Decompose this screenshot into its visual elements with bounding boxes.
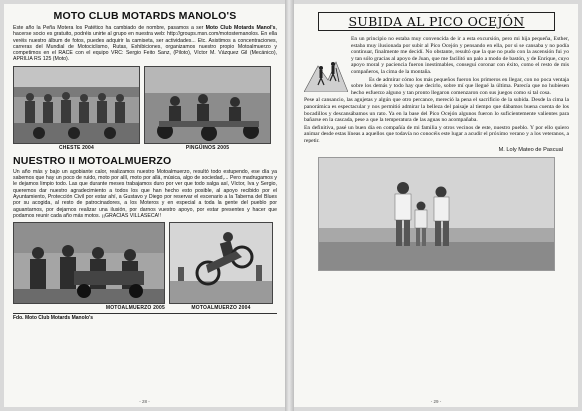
motoalmuerzo-text: Un año más y bajo un agobiante calor, realizamos nuestro Motoalmuerzo, resultó todo estupendo, ese día ya sabemos que hay un poco de ruido, moto por allí, moto por allá, música, algo de sociedad,... Pero madrugamos y le dejamos limpio todo. Las que durante meses trabajamos duro por ver que todo salga así, Víctor, Iva y Sergio, queremos dar nuestro agradecimiento a todos los que han hecho esto posible, al apoyo recibido por el Ayuntamiento, Protección Civil por estar ahí, a Gustavo y Diego por reservar el escenario a la Taberna del Blues por su acogida, al resto de patrocinadores, a los Moteros y en especial a toda la gente del pueblo por aguantarnos, por dejarnos realizar una ilusión, por darnos vuestro apoyo, por estar presentes y hacer que podamos reunir cada año más motos. ¡¡GRACIAS VILLASECA!!	[13, 168, 277, 219]
hikers-icon	[304, 54, 348, 92]
photo-pinguinos-2005	[144, 66, 271, 144]
club-intro-text: Este año la Peña Motera los Patético ha cambiado de nombre, pasamos a ser Moto Club Motards Manol's, hacerse socio es gratuito, podréis unirte al grupo en nuestra web: http://groups.msn.com/motostemanolos. En ella veréis nuestro álbum de fotos, puedes adquirir la camiseta, ser actividades... Etc. Asistimos a concentraciones, carreras del Mundial de Motociclismo, Rutas, Exhibiciones, organizamos nuestro propio Motoalmuerzo y competimos en el RACE con el equipo VRC: Sergio Feito Sanz, (Piloto), Víctor M. Vázquez Gil (Mecánico), APRILIA RS 125 (Moto).	[13, 25, 278, 63]
story-paragraph-2: Es de admirar cómo los más pequeños fueron los primeros en llegar, con no poca ventaja sobre los demás y todo hay que decirlo, sobre mí que llegué la última. Parecía que no hubiesen hecho esfuerzo alguno y tan pronto llegaron comenzaron con sus juegos como si tal cosa.	[351, 76, 569, 96]
top-photo-row	[13, 66, 277, 151]
right-page-number: - 29 -	[430, 399, 442, 404]
bottom-photo-row	[13, 222, 277, 311]
photo-caption-cheste: CHESTE 2004	[59, 144, 94, 151]
photo-motoalmuerzo-2004	[169, 222, 273, 304]
left-page	[4, 4, 285, 407]
photo-motoalmuerzo-2005-block	[13, 222, 165, 311]
book-spine	[285, 0, 294, 411]
photo-caption-motoalmuerzo-2004: MOTOALMUERZO 2004	[191, 305, 251, 312]
wheelie-stunt-photo-icon	[170, 223, 273, 303]
photo-cheste-2004	[13, 66, 140, 144]
story-paragraph-4: En definitiva, pasé un buen día en compañía de mi familia y otros vecinos de este, nuestro pueblo. Y por ello quiero animar desde estas líneas a aquellos que todavía no conocéis este lugar a acudir el próximo verano y a los veteranos, a repetir.	[304, 124, 569, 144]
story-author: M. Loly Mateo de Pascual	[498, 146, 563, 153]
hikers-illustration	[304, 54, 348, 92]
pinguinos-rally-photo-icon	[145, 67, 271, 143]
photo-pinguinos-block	[144, 66, 271, 151]
summit-photo	[318, 157, 555, 271]
photo-caption-motoalmuerzo-2005: MOTOALMUERZO 2005	[105, 305, 165, 312]
story-paragraph-3: Pese al cansancio, las agujetas y algún que otro percance, mereció la pena el sacrificio de la subida. Desde la cima la panorámica es espectacular y nos permitió admirar la belleza del paisaje al tiempo que dábamos buena cuenta de los bocadillos y descansábamos un rato. Ya en la base del Pico Ocejón algunos fueron lo suficientemente valientes para bañarse en la cascada, pese a que la temperatura de las aguas no acompañaba.	[304, 97, 569, 124]
club-signature: Fdo. Moto Club Motards Manolo's	[13, 313, 277, 321]
motoalmuerzo-group-photo-icon	[14, 223, 165, 303]
right-page	[294, 4, 578, 407]
right-page-title: SUBIDA AL PICO OCEJÓN	[318, 12, 555, 31]
summit-family-photo-icon	[319, 158, 555, 270]
photo-motoalmuerzo-2004-block	[169, 222, 273, 311]
story-paragraph-1: En un principio no estaba muy convencida de ir a esta excursión, pero mi hija pequeña, Esther, estaba muy ilusionada por subir al Pico Ocejón y pensando en ella, por si se cansaba y no podía continuar, finalmente me decidí. No obstante, resultó que la que no pudo con la ascensión fui yo y tan sólo gracias al apoyo de Juan, que me facilitó un palo a modo de bastón, y de Enrique, cuyo apoyo moral y paciencia fueron inestimables, conseguí coronar con éxito, como el resto de mis compañeros, la cima de la montaña.	[351, 36, 569, 75]
photo-cheste-block	[13, 66, 140, 151]
motoalmuerzo-heading: NUESTRO II MOTOALMUERZO	[13, 154, 172, 167]
photo-motoalmuerzo-2005	[13, 222, 165, 304]
cheste-group-photo-icon	[14, 67, 140, 143]
left-page-number: - 28 -	[139, 399, 150, 404]
left-page-title: MOTO CLUB MOTARDS MANOLO'S	[53, 10, 237, 22]
photo-caption-pinguinos: PINGÜINOS 2005	[185, 144, 230, 151]
